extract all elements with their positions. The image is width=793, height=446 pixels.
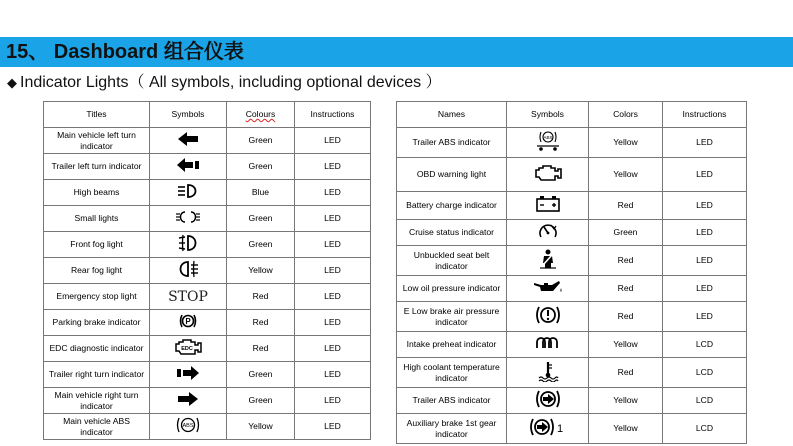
- row-color: Red: [589, 276, 663, 302]
- row-instruction: LCD: [663, 388, 747, 414]
- left-indicator-table: [43, 101, 371, 440]
- table-header-row: [397, 102, 747, 128]
- col-header-name: Titles: [44, 102, 150, 128]
- row-name: EDC diagnostic indicator: [44, 336, 150, 362]
- arrow-left-icon: [177, 131, 199, 147]
- table-row: [44, 128, 371, 154]
- table-row: [397, 358, 747, 388]
- row-instruction: LED: [295, 284, 371, 310]
- table-row: [44, 310, 371, 336]
- row-color: Green: [227, 232, 295, 258]
- right-indicator-table: [396, 101, 747, 444]
- row-instruction: LED: [663, 246, 747, 276]
- row-instruction: LED: [295, 206, 371, 232]
- table-row: [397, 246, 747, 276]
- row-instruction: LCD: [663, 358, 747, 388]
- row-instruction: LED: [295, 154, 371, 180]
- col-header-symbol: Symbols: [150, 102, 227, 128]
- row-color: Red: [589, 246, 663, 276]
- trailer-abs-label: ABS: [542, 135, 553, 140]
- row-name: Emergency stop light: [44, 284, 150, 310]
- row-name: OBD warning light: [397, 158, 507, 192]
- table-row: [397, 332, 747, 358]
- brake-warning-icon: [535, 304, 561, 326]
- seatbelt-icon: [538, 248, 558, 270]
- table-row: [44, 258, 371, 284]
- row-instruction: LED: [663, 128, 747, 158]
- table-row: [44, 232, 371, 258]
- oil-can-icon: [532, 279, 564, 295]
- table-row: [397, 220, 747, 246]
- col-header-instruction: Instructions: [663, 102, 747, 128]
- trailer-left-turn-icon: [176, 157, 200, 173]
- coolant-temp-icon: [537, 360, 559, 382]
- gear-one-label: 1: [556, 423, 563, 435]
- trailer-right-turn-icon: [176, 365, 200, 381]
- row-color: Green: [589, 220, 663, 246]
- row-color: Yellow: [227, 258, 295, 284]
- row-name: Trailer left turn indicator: [44, 154, 150, 180]
- row-color: Red: [589, 358, 663, 388]
- retarder-1-icon: [530, 416, 566, 438]
- edc-label: EDC: [181, 346, 193, 352]
- row-color: Red: [227, 336, 295, 362]
- row-color: Green: [227, 128, 295, 154]
- section-title: 15、 Dashboard 组合仪表: [6, 41, 244, 63]
- battery-icon: [535, 195, 561, 213]
- row-color: Red: [589, 192, 663, 220]
- row-color: Red: [227, 284, 295, 310]
- col-header-instruction: Instructions: [295, 102, 371, 128]
- row-color: Green: [227, 206, 295, 232]
- row-name: Trailer right turn indicator: [44, 362, 150, 388]
- table-row: [44, 180, 371, 206]
- row-instruction: LED: [663, 158, 747, 192]
- row-color: Green: [227, 154, 295, 180]
- subtitle: [7, 73, 442, 93]
- abs-icon: [175, 415, 201, 435]
- row-color: Yellow: [589, 158, 663, 192]
- small-lights-icon: [175, 210, 201, 224]
- trailer-abs-icon: [533, 129, 563, 153]
- row-instruction: LED: [295, 232, 371, 258]
- edc-engine-icon: [173, 338, 203, 356]
- cruise-icon: [537, 221, 559, 241]
- row-name: Small lights: [44, 206, 150, 232]
- col-header-symbol: Symbols: [507, 102, 589, 128]
- table-row: [397, 158, 747, 192]
- row-name: Cruise status indicator: [397, 220, 507, 246]
- row-name: Battery charge indicator: [397, 192, 507, 220]
- abs-label: ABS: [182, 423, 194, 429]
- table-row: [44, 388, 371, 414]
- row-name: Intake preheat indicator: [397, 332, 507, 358]
- row-name: Trailer ABS indicator: [397, 128, 507, 158]
- rear-fog-icon: [177, 260, 199, 278]
- row-instruction: LED: [295, 414, 371, 440]
- table-row: [44, 414, 371, 440]
- high-beam-icon: [177, 184, 199, 198]
- subtitle-text: Indicator Lights（ All symbols, including optional devices ）: [20, 74, 442, 91]
- row-instruction: LED: [295, 258, 371, 284]
- row-color: Yellow: [589, 332, 663, 358]
- row-instruction: LED: [663, 192, 747, 220]
- row-name: High beams: [44, 180, 150, 206]
- table-row: [397, 388, 747, 414]
- retarder-icon: [535, 388, 561, 410]
- table-row: [397, 192, 747, 220]
- row-name: Unbuckled seat belt indicator: [397, 246, 507, 276]
- row-instruction: LED: [663, 276, 747, 302]
- row-instruction: LED: [663, 302, 747, 332]
- row-name: Trailer ABS indicator: [397, 388, 507, 414]
- col-header-color: Colours: [227, 102, 295, 128]
- row-name: Main vehicle right turn indicator: [44, 388, 150, 414]
- row-color: Red: [227, 310, 295, 336]
- row-color: Yellow: [589, 388, 663, 414]
- table-row: [44, 284, 371, 310]
- row-instruction: LED: [295, 362, 371, 388]
- col-header-color: Colors: [589, 102, 663, 128]
- svg-text:P: P: [185, 317, 191, 326]
- row-name: Rear fog light: [44, 258, 150, 284]
- table-row: [44, 154, 371, 180]
- table-row: [397, 128, 747, 158]
- table-header-row: [44, 102, 371, 128]
- diamond-bullet-icon: ◆: [7, 75, 17, 90]
- row-instruction: LED: [295, 388, 371, 414]
- row-color: Yellow: [227, 414, 295, 440]
- row-color: Green: [227, 362, 295, 388]
- col-header-name: Names: [397, 102, 507, 128]
- row-name: Auxiliary brake 1st gear indicator: [397, 414, 507, 444]
- engine-check-icon: [533, 163, 563, 183]
- row-color: Blue: [227, 180, 295, 206]
- row-name: High coolant temperature indicator: [397, 358, 507, 388]
- front-fog-icon: [177, 234, 199, 252]
- row-instruction: LED: [295, 128, 371, 154]
- row-instruction: LED: [295, 180, 371, 206]
- row-name: Main vehicle left turn indicator: [44, 128, 150, 154]
- table-row: [397, 302, 747, 332]
- table-row: [397, 276, 747, 302]
- glow-plug-icon: [535, 336, 561, 350]
- row-instruction: LED: [663, 220, 747, 246]
- row-name: Low oil pressure indicator: [397, 276, 507, 302]
- row-instruction: LED: [295, 336, 371, 362]
- row-color: Yellow: [589, 414, 663, 444]
- row-color: Green: [227, 388, 295, 414]
- row-name: Parking brake indicator: [44, 310, 150, 336]
- parking-brake-icon: [178, 312, 198, 330]
- row-name: Front fog light: [44, 232, 150, 258]
- row-instruction: LCD: [663, 332, 747, 358]
- section-banner: [0, 37, 793, 67]
- table-row: [44, 206, 371, 232]
- row-color: Yellow: [589, 128, 663, 158]
- table-row: [397, 414, 747, 444]
- row-name: Main vehicle ABS indicator: [44, 414, 150, 440]
- stop-symbol: STOP: [168, 288, 208, 305]
- row-name: E Low brake air pressure indicator: [397, 302, 507, 332]
- arrow-right-icon: [177, 391, 199, 407]
- table-row: [44, 362, 371, 388]
- row-color: Red: [589, 302, 663, 332]
- row-instruction: LCD: [663, 414, 747, 444]
- table-row: [44, 336, 371, 362]
- row-instruction: LED: [295, 310, 371, 336]
